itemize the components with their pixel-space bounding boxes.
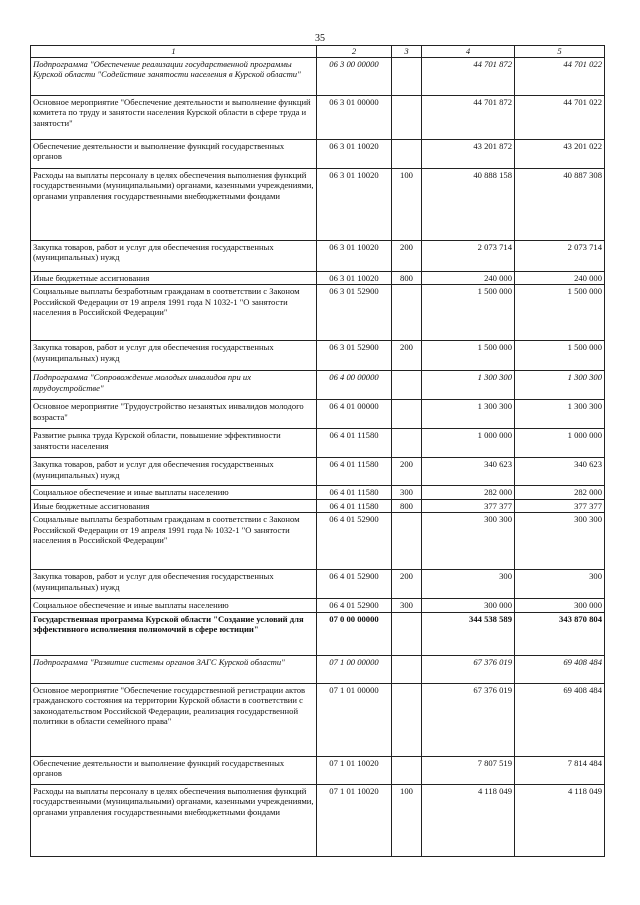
row-name: Закупка товаров, работ и услуг для обеспечения государственных (муниципальных) нужд (31, 570, 317, 599)
row-amount-year-1: 1 500 000 (422, 285, 515, 341)
row-amount-year-1: 1 300 300 (422, 400, 515, 429)
table-row (31, 756, 605, 784)
row-amount-year-2: 1 000 000 (515, 429, 605, 458)
row-name: Иные бюджетные ассигнования (31, 499, 317, 513)
column-header: 2 (317, 46, 392, 58)
table-row (31, 683, 605, 756)
row-amount-year-1: 67 376 019 (422, 655, 515, 683)
row-amount-year-1: 300 (422, 570, 515, 599)
row-code: 06 3 01 10020 (317, 240, 392, 271)
row-amount-year-1: 1 000 000 (422, 429, 515, 458)
row-expense-type: 300 (392, 599, 422, 613)
row-amount-year-1: 44 701 872 (422, 95, 515, 139)
row-amount-year-2: 4 118 049 (515, 784, 605, 856)
row-expense-type (392, 371, 422, 400)
table-row (31, 499, 605, 513)
row-code: 06 3 01 10020 (317, 271, 392, 285)
row-code: 06 3 01 52900 (317, 285, 392, 341)
table-row (31, 429, 605, 458)
row-name: Расходы на выплаты персоналу в целях обеспечения выполнения функций государственными (муниципальными) органами, казенными учреждениями, органами управления государственными внебюджетными фондами (31, 168, 317, 240)
row-amount-year-2: 2 073 714 (515, 240, 605, 271)
row-amount-year-2: 7 814 484 (515, 756, 605, 784)
row-expense-type (392, 513, 422, 570)
row-expense-type (392, 612, 422, 655)
row-expense-type: 100 (392, 168, 422, 240)
table-row (31, 271, 605, 285)
row-amount-year-2: 44 701 022 (515, 57, 605, 95)
row-name: Иные бюджетные ассигнования (31, 271, 317, 285)
row-expense-type (392, 57, 422, 95)
budget-table (30, 45, 605, 857)
row-code: 06 4 00 00000 (317, 371, 392, 400)
table-row (31, 285, 605, 341)
row-amount-year-2: 40 887 308 (515, 168, 605, 240)
row-name: Подпрограмма "Сопровождение молодых инвалидов при их трудоустройстве" (31, 371, 317, 400)
row-name: Социальные выплаты безработным гражданам в соответствии с Законом Российской Федерации от 19 апреля 1991 года N 1032-1 "О занятости населения в Российской Федерации" (31, 285, 317, 341)
row-code: 06 3 01 10020 (317, 139, 392, 168)
row-name: Социальное обеспечение и иные выплаты населению (31, 486, 317, 500)
table-row (31, 371, 605, 400)
row-expense-type: 200 (392, 458, 422, 486)
table-row (31, 655, 605, 683)
row-code: 06 4 01 52900 (317, 599, 392, 613)
row-code: 07 0 00 00000 (317, 612, 392, 655)
table-row (31, 57, 605, 95)
row-amount-year-2: 1 500 000 (515, 341, 605, 371)
row-amount-year-1: 44 701 872 (422, 57, 515, 95)
row-amount-year-2: 1 300 300 (515, 400, 605, 429)
row-code: 06 4 01 11580 (317, 499, 392, 513)
row-name: Обеспечение деятельности и выполнение функций государственных органов (31, 756, 317, 784)
row-amount-year-2: 340 623 (515, 458, 605, 486)
row-code: 06 4 01 11580 (317, 458, 392, 486)
column-header: 1 (31, 46, 317, 58)
row-amount-year-1: 1 500 000 (422, 341, 515, 371)
row-amount-year-2: 1 300 300 (515, 371, 605, 400)
table-row (31, 486, 605, 500)
row-name: Развитие рынка труда Курской области, повышение эффективности занятости населения (31, 429, 317, 458)
row-code: 06 4 01 11580 (317, 486, 392, 500)
row-amount-year-1: 2 073 714 (422, 240, 515, 271)
row-name: Закупка товаров, работ и услуг для обеспечения государственных (муниципальных) нужд (31, 341, 317, 371)
column-header: 4 (422, 46, 515, 58)
row-amount-year-2: 343 870 804 (515, 612, 605, 655)
row-amount-year-1: 40 888 158 (422, 168, 515, 240)
row-code: 06 4 01 52900 (317, 570, 392, 599)
row-amount-year-1: 282 000 (422, 486, 515, 500)
row-amount-year-2: 1 500 000 (515, 285, 605, 341)
table-row (31, 458, 605, 486)
row-expense-type (392, 400, 422, 429)
table-row (31, 513, 605, 570)
table-row (31, 168, 605, 240)
row-amount-year-2: 377 377 (515, 499, 605, 513)
row-code: 06 3 01 52900 (317, 341, 392, 371)
row-code: 07 1 01 10020 (317, 756, 392, 784)
row-expense-type (392, 139, 422, 168)
table-row (31, 599, 605, 613)
row-name: Социальные выплаты безработным гражданам в соответствии с Законом Российской Федерации от 19 апреля 1991 года № 1032-1 "О занятости населения в Российской Федерации" (31, 513, 317, 570)
row-amount-year-2: 282 000 (515, 486, 605, 500)
row-expense-type (392, 683, 422, 756)
row-amount-year-2: 300 (515, 570, 605, 599)
table-row (31, 139, 605, 168)
row-code: 07 1 01 10020 (317, 784, 392, 856)
row-code: 06 4 01 00000 (317, 400, 392, 429)
row-expense-type: 300 (392, 486, 422, 500)
row-expense-type (392, 285, 422, 341)
row-code: 07 1 01 00000 (317, 683, 392, 756)
row-expense-type (392, 655, 422, 683)
row-expense-type (392, 429, 422, 458)
column-header: 5 (515, 46, 605, 58)
row-name: Социальное обеспечение и иные выплаты населению (31, 599, 317, 613)
row-name: Закупка товаров, работ и услуг для обеспечения государственных (муниципальных) нужд (31, 458, 317, 486)
row-code: 06 4 01 52900 (317, 513, 392, 570)
row-amount-year-1: 340 623 (422, 458, 515, 486)
row-amount-year-2: 69 408 484 (515, 683, 605, 756)
row-expense-type: 200 (392, 341, 422, 371)
row-name: Подпрограмма "Обеспечение реализации государственной программы Курской области "Содействие занятости населения в Курской области" (31, 57, 317, 95)
row-expense-type: 200 (392, 570, 422, 599)
table-row (31, 95, 605, 139)
row-amount-year-1: 4 118 049 (422, 784, 515, 856)
row-amount-year-2: 300 300 (515, 513, 605, 570)
row-code: 06 3 01 00000 (317, 95, 392, 139)
row-amount-year-2: 44 701 022 (515, 95, 605, 139)
row-name: Основное мероприятие "Обеспечение государственной регистрации актов гражданского состояния на территории Курской области в соответствии с законодательством Российской Федерации, реализация государственной политики в области семейного права" (31, 683, 317, 756)
row-name: Государственная программа Курской области "Создание условий для эффективного исполнения полномочий в сфере юстиции" (31, 612, 317, 655)
row-amount-year-1: 344 538 589 (422, 612, 515, 655)
column-header: 3 (392, 46, 422, 58)
row-name: Закупка товаров, работ и услуг для обеспечения государственных (муниципальных) нужд (31, 240, 317, 271)
row-amount-year-1: 300 300 (422, 513, 515, 570)
row-name: Основное мероприятие "Трудоустройство незанятых инвалидов молодого возраста" (31, 400, 317, 429)
row-name: Расходы на выплаты персоналу в целях обеспечения выполнения функций государственными (муниципальными) органами, казенными учреждениями, органами управления государственными внебюджетными фондами (31, 784, 317, 856)
row-expense-type: 800 (392, 499, 422, 513)
table-header (31, 46, 605, 58)
table-row (31, 570, 605, 599)
row-amount-year-1: 7 807 519 (422, 756, 515, 784)
row-expense-type (392, 95, 422, 139)
row-code: 07 1 00 00000 (317, 655, 392, 683)
row-code: 06 4 01 11580 (317, 429, 392, 458)
row-code: 06 3 01 10020 (317, 168, 392, 240)
row-name: Подпрограмма "Развитие системы органов ЗАГС Курской области" (31, 655, 317, 683)
table-row (31, 784, 605, 856)
row-amount-year-1: 300 000 (422, 599, 515, 613)
page-number: 35 (315, 33, 325, 44)
row-amount-year-2: 69 408 484 (515, 655, 605, 683)
row-amount-year-1: 377 377 (422, 499, 515, 513)
row-expense-type: 800 (392, 271, 422, 285)
row-amount-year-2: 240 000 (515, 271, 605, 285)
row-expense-type: 100 (392, 784, 422, 856)
table-row (31, 341, 605, 371)
row-amount-year-1: 43 201 872 (422, 139, 515, 168)
row-amount-year-1: 240 000 (422, 271, 515, 285)
row-amount-year-1: 1 300 300 (422, 371, 515, 400)
row-amount-year-2: 43 201 022 (515, 139, 605, 168)
row-amount-year-1: 67 376 019 (422, 683, 515, 756)
table-row (31, 240, 605, 271)
row-name: Обеспечение деятельности и выполнение функций государственных органов (31, 139, 317, 168)
table-row (31, 400, 605, 429)
table-row (31, 612, 605, 655)
row-code: 06 3 00 00000 (317, 57, 392, 95)
row-name: Основное мероприятие "Обеспечение деятельности и выполнение функций комитета по труду и занятости населения Курской области в сфере труда и занятости" (31, 95, 317, 139)
row-expense-type: 200 (392, 240, 422, 271)
row-amount-year-2: 300 000 (515, 599, 605, 613)
row-expense-type (392, 756, 422, 784)
